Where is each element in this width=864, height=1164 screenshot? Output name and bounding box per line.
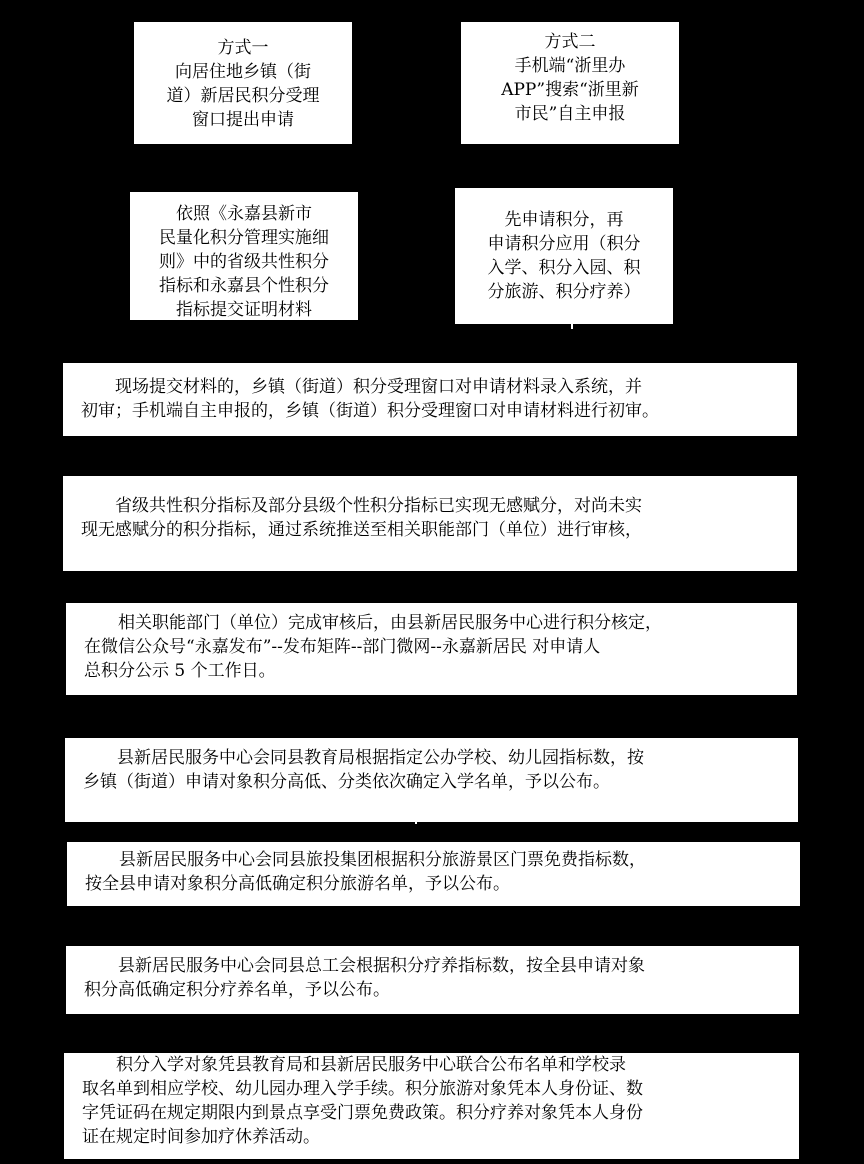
initial-review-box: 现场提交材料的，乡镇（街道）积分受理窗口对申请材料录入系统，并 初审；手机端自主申报的，乡镇（街道）积分受理窗口对申请材料进行初审。 [63, 363, 797, 436]
final-procedures-box: 积分入学对象凭县教育局和县新居民服务中心联合公布名单和学校录 取名单到相应学校、幼儿园办理入学手续。积分旅游对象凭本人身份证、数 字凭证码在规定期限内到景点享受门票免费政策。积分疗养对象凭本人身份 证在规定时间参加疗休养活动。 [64, 1053, 799, 1159]
recuperation-list-box: 县新居民服务中心会同县总工会根据积分疗养指标数，按全县申请对象 积分高低确定积分疗养名单，予以公布。 [66, 946, 799, 1014]
materials-box: 依照《永嘉县新市 民量化积分管理实施细 则》中的省级共性积分 指标和永嘉县个性积分 指标提交证明材料 [130, 192, 358, 320]
school-list-box: 县新居民服务中心会同县教育局根据指定公办学校、幼儿园指标数，按 乡镇（街道）申请对象积分高低、分类依次确定入学名单，予以公布。 [65, 738, 798, 822]
method-one-box: 方式一 向居住地乡镇（街 道）新居民积分受理 窗口提出申请 [134, 22, 352, 144]
connector-line [571, 323, 573, 329]
apply-points-box: 先申请积分，再 申请积分应用（积分 入学、积分入园、积 分旅游、积分疗养） [455, 188, 673, 324]
method-two-box: 方式二 手机端“浙里办 APP”搜索“浙里新 市民”自主申报 [461, 22, 679, 144]
publicity-box: 相关职能部门（单位）完成审核后，由县新居民服务中心进行积分核定， 在微信公众号“永嘉发布”--发布矩阵--部门微网--永嘉新居民 对申请人 总积分公示 5 个工作日。 [66, 603, 797, 695]
tourism-list-box: 县新居民服务中心会同县旅投集团根据积分旅游景区门票免费指标数， 按全县申请对象积分高低确定积分旅游名单，予以公布。 [67, 842, 800, 906]
department-review-box: 省级共性积分指标及部分县级个性积分指标已实现无感赋分，对尚未实 现无感赋分的积分指标，通过系统推送至相关职能部门（单位）进行审核， [63, 476, 797, 571]
connector-line [415, 812, 417, 824]
